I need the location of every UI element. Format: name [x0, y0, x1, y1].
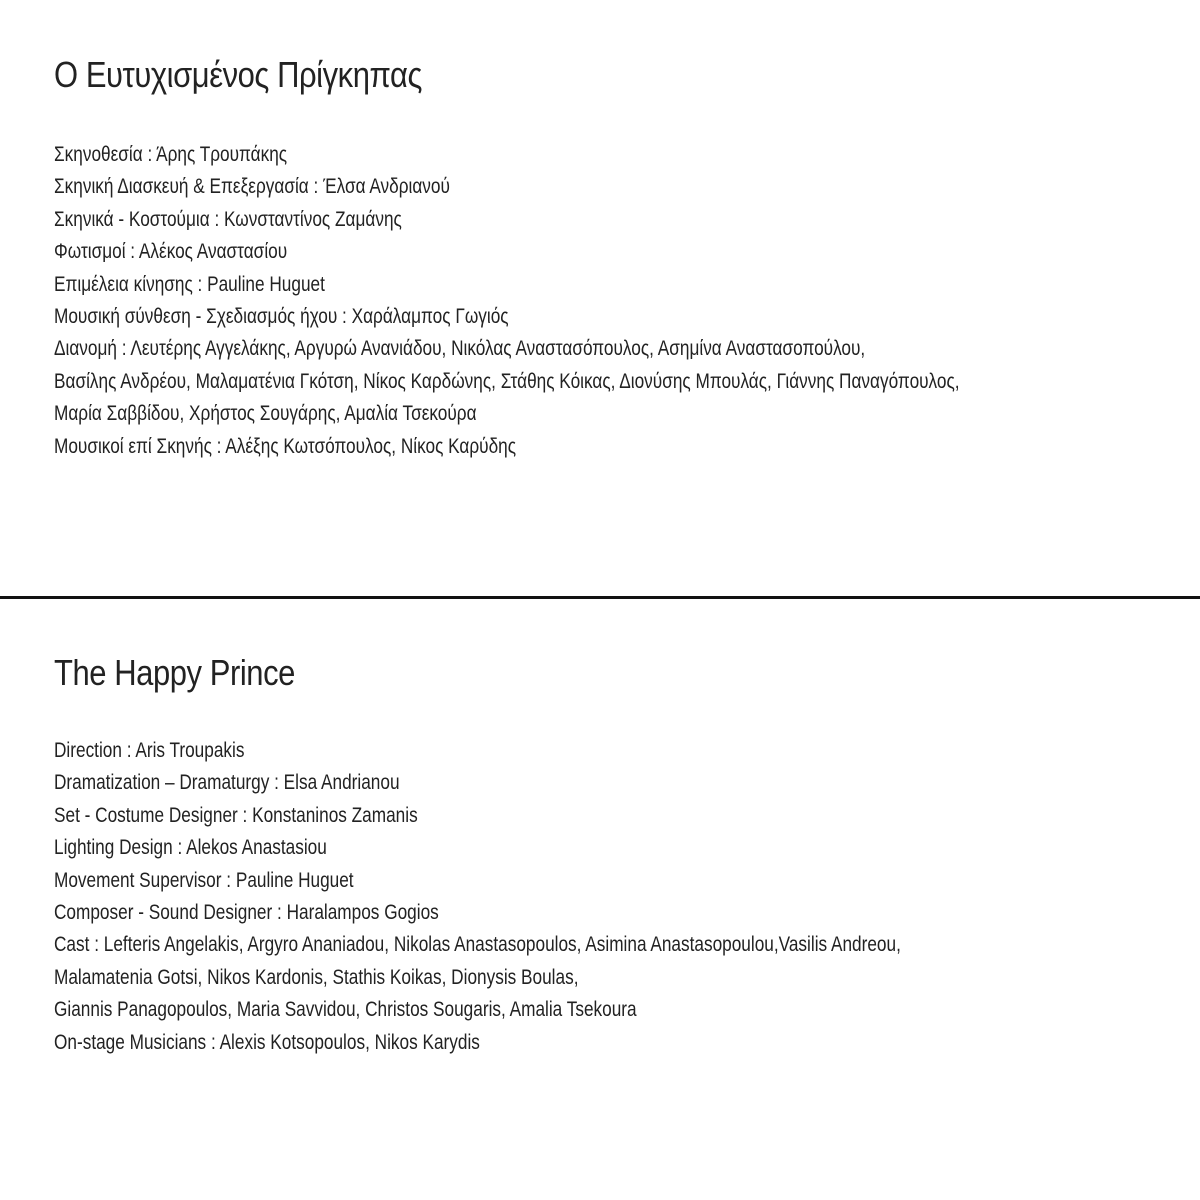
credit-line: On-stage Musicians : Alexis Kotsopoulos, Nikos Karydis — [54, 1030, 480, 1054]
credit-line: Direction : Aris Troupakis — [54, 739, 245, 762]
credit-line: Σκηνικά - Κοστούμια : Κωνσταντίνος Ζαμάνης — [54, 207, 402, 231]
english-credits-list — [54, 735, 1194, 1059]
credit-line: Μουσική σύνθεση - Σχεδιασμός ήχου : Χαράλαμπος Γωγιός — [54, 304, 509, 328]
section-divider — [0, 596, 1200, 599]
credit-line: Διανομή : Λευτέρης Αγγελάκης, Αργυρώ Ανανιάδου, Νικόλας Αναστασόπουλος, Ασημίνα Αναστασοπούλου, — [54, 337, 866, 361]
credit-line: Μαρία Σαββίδου, Χρήστος Σουγάρης, Αμαλία Τσεκούρα — [54, 402, 477, 426]
greek-credits-section — [54, 52, 1180, 458]
credit-line: Σκηνοθεσία : Άρης Τρουπάκης — [54, 143, 288, 166]
credit-line: Lighting Design : Alekos Anastasiou — [54, 836, 327, 860]
english-title: The Happy Prince — [54, 652, 295, 693]
credit-line: Φωτισμοί : Αλέκος Αναστασίου — [54, 240, 288, 264]
credit-line: Malamatenia Gotsi, Nikos Kardonis, Stathis Koikas, Dionysis Boulas, — [54, 965, 579, 989]
credit-line: Μουσικοί επί Σκηνής : Αλέξης Κωτσόπουλος, Νίκος Καρύδης — [54, 434, 517, 458]
credit-line: Giannis Panagopoulos, Maria Savvidou, Christos Sougaris, Amalia Tsekoura — [54, 998, 637, 1022]
credit-line: Σκηνική Διασκευή & Επεξεργασία : Έλσα Ανδριανού — [54, 175, 450, 199]
credit-line: Set - Costume Designer : Konstaninos Zamanis — [54, 803, 418, 827]
credit-line: Cast : Lefteris Angelakis, Argyro Ananiadou, Nikolas Anastasopoulos, Asimina Anastasopoulou,Vasilis Andreou, — [54, 933, 901, 957]
greek-title: Ο Ευτυχισμένος Πρίγκηπας — [54, 54, 422, 95]
credit-line: Επιμέλεια κίνησης : Pauline Huguet — [54, 272, 325, 296]
credit-line: Composer - Sound Designer : Haralampos Gogios — [54, 900, 439, 924]
credit-line: Movement Supervisor : Pauline Huguet — [54, 868, 354, 892]
english-credits-section — [54, 650, 1180, 1054]
credit-line: Βασίλης Ανδρέου, Μαλαματένια Γκότση, Νίκος Καρδώνης, Στάθης Κόικας, Διονύσης Μπουλάς, Γιάννης Παναγόπουλος, — [54, 369, 960, 393]
credit-line: Dramatization – Dramaturgy : Elsa Andrianou — [54, 771, 400, 795]
greek-credits-list — [54, 139, 1194, 463]
